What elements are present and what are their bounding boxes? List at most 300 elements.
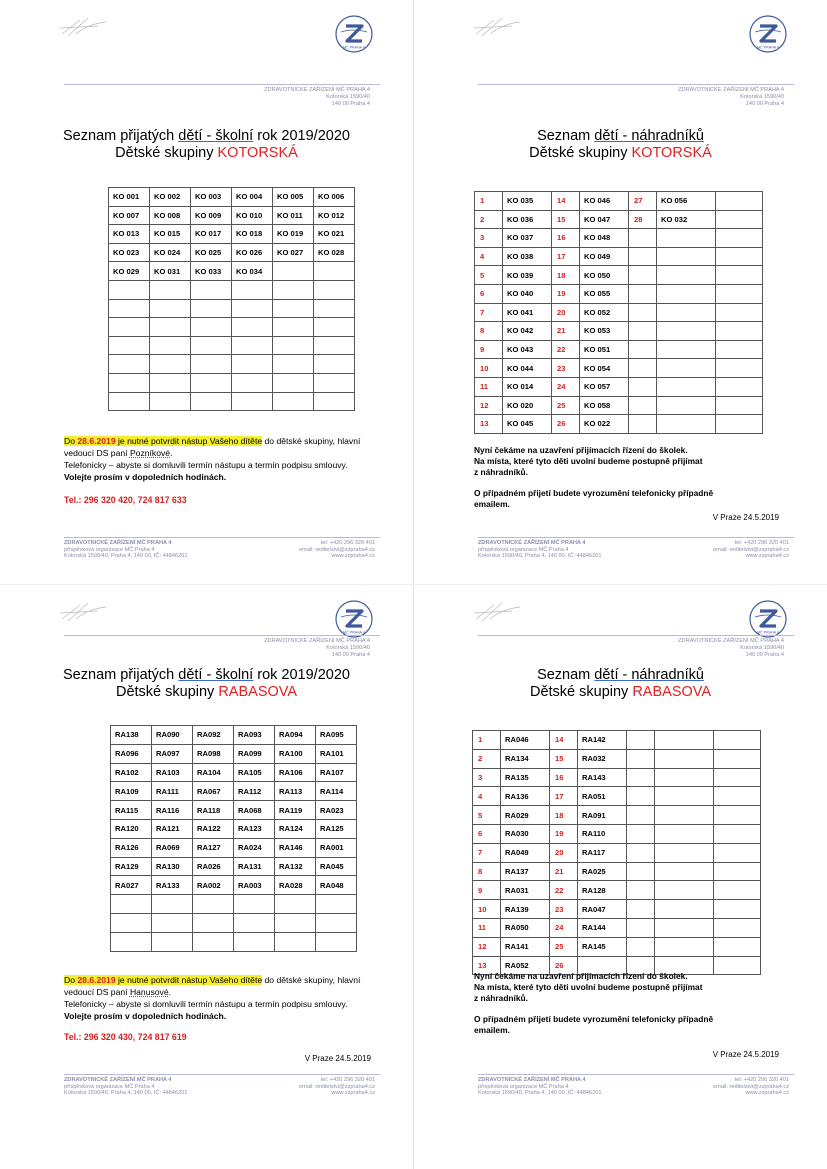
footer-left xyxy=(478,540,601,560)
table-cell: RA051 xyxy=(578,787,627,806)
table-cell xyxy=(655,918,714,937)
wait-line2: Na místa, které tyto děti uvolní budeme postupně přijímat xyxy=(474,982,703,992)
footer-line2: příspěvková organizace MČ Praha 4 xyxy=(64,1083,155,1090)
table-cell xyxy=(191,336,232,355)
logo-text: MČ PRAHA 4 xyxy=(343,45,365,50)
letterhead-address xyxy=(264,87,370,108)
table-row xyxy=(475,396,763,415)
table-cell: 7 xyxy=(473,843,501,862)
table-cell: KO 008 xyxy=(150,206,191,225)
table-cell xyxy=(657,415,716,434)
group-name: RABASOVA xyxy=(632,684,712,700)
notice-text xyxy=(64,974,364,1022)
table-row xyxy=(475,359,763,378)
footer-email: email: reditelstvi@zzpraha4.cz xyxy=(713,1083,789,1090)
table-cell: RA109 xyxy=(111,782,152,801)
table-cell xyxy=(629,284,657,303)
notice-text xyxy=(64,435,364,483)
table-cell xyxy=(655,768,714,787)
table-cell: KO 015 xyxy=(150,225,191,244)
table-cell: 13 xyxy=(475,415,503,434)
notice-t3: do dětské skupiny, hlavní vedoucí DS paní xyxy=(64,436,361,458)
footer-right xyxy=(713,540,789,560)
table-cell: RA132 xyxy=(275,857,316,876)
table-cell: 19 xyxy=(550,824,578,843)
table-cell xyxy=(657,322,716,341)
notice-do: Do xyxy=(64,436,78,446)
table-cell: KO 035 xyxy=(503,192,552,211)
table-cell xyxy=(232,355,273,374)
table-cell: RA128 xyxy=(578,881,627,900)
footer-rule xyxy=(478,537,794,538)
table-row xyxy=(111,726,357,745)
table-cell xyxy=(714,768,761,787)
table-cell xyxy=(273,262,314,281)
table-cell xyxy=(275,913,316,932)
table-cell: RA138 xyxy=(111,726,152,745)
table-cell: RA094 xyxy=(275,726,316,745)
table-cell xyxy=(232,318,273,337)
table-cell: KO 052 xyxy=(580,303,629,322)
footer-line3: Kotorská 1590/40, Praha 4, 140 00, IČ: 44846201 xyxy=(64,1090,188,1097)
table-cell: RA127 xyxy=(193,838,234,857)
table-cell xyxy=(152,932,193,951)
table-cell: RA103 xyxy=(152,763,193,782)
footer-web: www.zzpraha4.cz xyxy=(745,553,789,560)
table-row xyxy=(109,188,355,207)
header-rule xyxy=(478,84,794,85)
table-cell: 20 xyxy=(552,303,580,322)
table-cell xyxy=(716,266,763,285)
table-cell: RA110 xyxy=(578,824,627,843)
table-cell xyxy=(627,824,655,843)
title-underlined: dětí - školní xyxy=(178,667,254,683)
letterhead-address xyxy=(264,638,370,659)
table-cell: KO 004 xyxy=(232,188,273,207)
table-cell xyxy=(150,280,191,299)
table-cell: KO 024 xyxy=(150,243,191,262)
table-cell: RA113 xyxy=(275,782,316,801)
table-cell: 11 xyxy=(475,377,503,396)
table-row xyxy=(109,373,355,392)
table-cell: KO 047 xyxy=(580,210,629,229)
group-name: KOTORSKÁ xyxy=(217,145,298,161)
header-rule xyxy=(64,635,380,636)
table-cell: RA115 xyxy=(111,801,152,820)
table-cell: 20 xyxy=(550,843,578,862)
footer-org: ZDRAVOTNICKÉ ZAŘÍZENÍ MČ PRAHA 4 xyxy=(478,540,586,546)
table-cell: KO 017 xyxy=(191,225,232,244)
table-cell: KO 022 xyxy=(580,415,629,434)
table-cell: KO 020 xyxy=(503,396,552,415)
substitutes-table xyxy=(472,730,761,975)
substitutes-table xyxy=(474,191,763,434)
table-cell xyxy=(111,932,152,951)
table-cell xyxy=(655,824,714,843)
table-cell xyxy=(657,266,716,285)
table-cell xyxy=(316,913,357,932)
table-cell: RA129 xyxy=(111,857,152,876)
table-cell xyxy=(714,824,761,843)
table-cell: KO 033 xyxy=(191,262,232,281)
table-cell: KO 019 xyxy=(273,225,314,244)
table-cell: RA107 xyxy=(316,763,357,782)
footer-line3: Kotorská 1590/40, Praha 4, 140 00, IČ: 44846201 xyxy=(478,1090,602,1097)
table-cell: 25 xyxy=(552,396,580,415)
table-cell xyxy=(657,396,716,415)
table-cell xyxy=(627,806,655,825)
table-cell xyxy=(111,895,152,914)
letterhead-org: ZDRAVOTNICKÉ ZAŘÍZENÍ MČ PRAHA 4 xyxy=(678,87,784,93)
table-cell: KO 041 xyxy=(503,303,552,322)
signature-mark xyxy=(58,599,114,623)
table-cell: KO 055 xyxy=(580,284,629,303)
table-cell: RA002 xyxy=(193,876,234,895)
table-cell xyxy=(627,862,655,881)
table-cell: KO 053 xyxy=(580,322,629,341)
table-cell: 27 xyxy=(629,192,657,211)
letterhead-org: ZDRAVOTNICKÉ ZAŘÍZENÍ MČ PRAHA 4 xyxy=(264,87,370,93)
table-cell: KO 056 xyxy=(657,192,716,211)
table-row xyxy=(475,377,763,396)
table-cell: RA047 xyxy=(578,900,627,919)
table-cell: RA142 xyxy=(578,731,627,750)
footer-rule xyxy=(64,1074,380,1075)
table-cell xyxy=(109,336,150,355)
table-cell: RA145 xyxy=(578,937,627,956)
signature-mark xyxy=(472,599,528,623)
table-cell xyxy=(316,895,357,914)
table-row xyxy=(109,206,355,225)
table-cell xyxy=(314,373,355,392)
footer-right xyxy=(299,540,375,560)
table-cell xyxy=(627,768,655,787)
table-row xyxy=(111,857,357,876)
table-cell: KO 044 xyxy=(503,359,552,378)
table-row xyxy=(111,801,357,820)
table-cell: 19 xyxy=(552,284,580,303)
table-cell: RA003 xyxy=(234,876,275,895)
table-cell: RA141 xyxy=(501,937,550,956)
table-cell xyxy=(655,787,714,806)
table-cell: KO 006 xyxy=(314,188,355,207)
table-row xyxy=(475,415,763,434)
table-cell xyxy=(109,280,150,299)
table-cell xyxy=(716,229,763,248)
table-row xyxy=(473,806,761,825)
table-cell: KO 038 xyxy=(503,247,552,266)
table-cell: RA101 xyxy=(316,744,357,763)
notice-date: 28.6.2019 xyxy=(77,436,116,446)
table-cell xyxy=(657,229,716,248)
footer-web: www.zzpraha4.cz xyxy=(331,1090,375,1097)
table-cell xyxy=(655,937,714,956)
table-cell: RA120 xyxy=(111,819,152,838)
table-cell: 22 xyxy=(550,881,578,900)
logo-text: MČ PRAHA 4 xyxy=(757,45,779,50)
table-cell: KO 058 xyxy=(580,396,629,415)
table-cell: KO 046 xyxy=(580,192,629,211)
table-cell: 15 xyxy=(552,210,580,229)
table-row xyxy=(475,284,763,303)
table-cell xyxy=(273,299,314,318)
table-cell: KO 042 xyxy=(503,322,552,341)
table-cell: 5 xyxy=(475,266,503,285)
table-cell: RA001 xyxy=(316,838,357,857)
notice-t4: . xyxy=(168,987,172,997)
table-cell xyxy=(234,913,275,932)
header-rule xyxy=(64,84,380,85)
notice-line2: Telefonicky – abyste si domluvili termín nástupu a termín podpisu smlouvy. xyxy=(64,999,348,1009)
table-row xyxy=(111,913,357,932)
table-cell: KO 048 xyxy=(580,229,629,248)
table-cell xyxy=(657,377,716,396)
notice-do: Do xyxy=(64,975,78,985)
table-cell: RA031 xyxy=(501,881,550,900)
letterhead-city: 140 00 Praha 4 xyxy=(331,652,370,658)
notice-call: Volejte prosím v dopoledních hodinách. xyxy=(64,472,227,482)
notice-t4: . xyxy=(170,448,173,458)
table-cell: RA095 xyxy=(316,726,357,745)
table-cell: RA028 xyxy=(275,876,316,895)
wait-line5: emailem. xyxy=(474,1025,510,1035)
footer-line3: Kotorská 1590/40, Praha 4, 140 00, IČ: 44846201 xyxy=(478,553,602,560)
table-cell: RA045 xyxy=(316,857,357,876)
notice-line2: Telefonicky – abyste si domluvili termín nástupu a termín podpisu smlouvy. xyxy=(64,460,348,470)
table-cell: KO 050 xyxy=(580,266,629,285)
date-text: V Praze 24.5.2019 xyxy=(712,513,779,522)
table-cell: RA116 xyxy=(152,801,193,820)
footer-email: email: reditelstvi@zzpraha4.cz xyxy=(299,546,375,553)
table-cell xyxy=(657,247,716,266)
table-cell: 28 xyxy=(629,210,657,229)
footer-tel: tel: +420 296 320 401 xyxy=(320,1077,375,1083)
table-cell: RA052 xyxy=(501,956,550,975)
title-pre: Seznam xyxy=(537,128,595,144)
table-row xyxy=(475,303,763,322)
table-cell: 22 xyxy=(552,340,580,359)
table-cell xyxy=(273,373,314,392)
table-cell: 6 xyxy=(473,824,501,843)
table-cell: RA026 xyxy=(193,857,234,876)
wait-line5: emailem. xyxy=(474,499,510,509)
logo-mc-praha4 xyxy=(334,14,374,54)
table-cell: 16 xyxy=(550,768,578,787)
table-cell xyxy=(273,318,314,337)
table-row xyxy=(109,262,355,281)
table-cell xyxy=(657,359,716,378)
title-post: rok 2019/2020 xyxy=(253,667,350,683)
table-cell: 26 xyxy=(552,415,580,434)
logo-mc-praha4 xyxy=(748,599,788,639)
table-cell xyxy=(273,336,314,355)
table-row xyxy=(473,918,761,937)
table-cell: RA049 xyxy=(501,843,550,862)
table-cell xyxy=(657,303,716,322)
table-cell xyxy=(629,396,657,415)
table-cell xyxy=(273,392,314,411)
table-row xyxy=(111,932,357,951)
table-row xyxy=(473,787,761,806)
table-row xyxy=(473,937,761,956)
table-cell: 21 xyxy=(550,862,578,881)
table-cell xyxy=(232,373,273,392)
table-cell: RA027 xyxy=(111,876,152,895)
notice-person: Hanusové xyxy=(129,987,169,997)
signature-mark xyxy=(58,14,114,38)
table-cell xyxy=(275,895,316,914)
table-cell: 2 xyxy=(473,749,501,768)
table-cell xyxy=(716,359,763,378)
table-cell xyxy=(191,373,232,392)
footer-org: ZDRAVOTNICKÉ ZAŘÍZENÍ MČ PRAHA 4 xyxy=(478,1077,586,1083)
table-cell xyxy=(655,881,714,900)
wait-line3: z náhradníků. xyxy=(474,993,528,1003)
table-row xyxy=(111,876,357,895)
table-cell xyxy=(716,322,763,341)
letterhead-city: 140 00 Praha 4 xyxy=(745,652,784,658)
table-cell xyxy=(655,900,714,919)
table-cell: RA121 xyxy=(152,819,193,838)
table-cell: KO 001 xyxy=(109,188,150,207)
table-cell: KO 010 xyxy=(232,206,273,225)
table-cell: KO 043 xyxy=(503,340,552,359)
footer-line2: příspěvková organizace MČ Praha 4 xyxy=(478,1083,569,1090)
table-cell xyxy=(657,284,716,303)
table-cell: 4 xyxy=(473,787,501,806)
table-cell xyxy=(655,843,714,862)
table-cell: 1 xyxy=(475,192,503,211)
table-cell: 1 xyxy=(473,731,501,750)
table-cell: RA091 xyxy=(578,806,627,825)
table-cell xyxy=(191,392,232,411)
table-cell xyxy=(314,299,355,318)
table-row xyxy=(475,192,763,211)
wait-line4: O případném přijetí budete vyrozumění telefonicky případně xyxy=(474,1014,714,1024)
table-cell: 16 xyxy=(552,229,580,248)
header-rule xyxy=(478,635,794,636)
table-cell xyxy=(714,731,761,750)
table-cell: KO 032 xyxy=(657,210,716,229)
table-cell xyxy=(109,299,150,318)
table-row xyxy=(111,782,357,801)
table-row xyxy=(475,210,763,229)
table-cell: RA135 xyxy=(501,768,550,787)
table-cell xyxy=(714,900,761,919)
waiting-text xyxy=(474,971,794,1036)
table-cell xyxy=(111,913,152,932)
table-cell xyxy=(232,392,273,411)
table-cell xyxy=(627,918,655,937)
footer-tel: tel: +420 296 320 401 xyxy=(320,540,375,546)
table-cell: RA111 xyxy=(152,782,193,801)
table-cell: RA030 xyxy=(501,824,550,843)
table-row xyxy=(475,247,763,266)
table-cell xyxy=(629,247,657,266)
table-cell xyxy=(150,355,191,374)
title-pre: Seznam přijatých xyxy=(63,128,179,144)
table-cell xyxy=(714,862,761,881)
table-cell: RA117 xyxy=(578,843,627,862)
wait-line3: z náhradníků. xyxy=(474,467,528,477)
table-cell: RA046 xyxy=(501,731,550,750)
table-cell: KO 051 xyxy=(580,340,629,359)
date-text: V Praze 24.5.2019 xyxy=(712,1050,779,1059)
table-cell xyxy=(629,359,657,378)
table-cell xyxy=(627,749,655,768)
letterhead-street: Kotorská 1590/40 xyxy=(326,94,370,100)
table-row xyxy=(473,768,761,787)
table-cell xyxy=(627,731,655,750)
table-cell xyxy=(193,895,234,914)
table-cell: RA093 xyxy=(234,726,275,745)
table-cell xyxy=(150,299,191,318)
table-cell xyxy=(716,210,763,229)
table-cell xyxy=(150,318,191,337)
footer-left xyxy=(478,1077,601,1097)
table-cell xyxy=(316,932,357,951)
table-cell: 26 xyxy=(550,956,578,975)
table-cell: KO 040 xyxy=(503,284,552,303)
table-cell: KO 021 xyxy=(314,225,355,244)
table-cell: RA105 xyxy=(234,763,275,782)
table-cell: RA123 xyxy=(234,819,275,838)
table-cell xyxy=(629,377,657,396)
table-cell: KO 049 xyxy=(580,247,629,266)
table-cell: RA122 xyxy=(193,819,234,838)
table-cell xyxy=(314,280,355,299)
letterhead-org: ZDRAVOTNICKÉ ZAŘÍZENÍ MČ PRAHA 4 xyxy=(678,638,784,644)
notice-t2: Vašeho dítěte xyxy=(209,436,263,446)
table-cell xyxy=(655,731,714,750)
table-cell xyxy=(314,318,355,337)
table-cell xyxy=(234,895,275,914)
table-cell: RA100 xyxy=(275,744,316,763)
table-cell xyxy=(314,355,355,374)
table-row xyxy=(473,900,761,919)
table-cell xyxy=(150,373,191,392)
table-cell xyxy=(714,843,761,862)
table-cell: 8 xyxy=(473,862,501,881)
notice-person: Pozníkové xyxy=(129,448,171,458)
footer-rule xyxy=(478,1074,794,1075)
table-cell: 15 xyxy=(550,749,578,768)
table-cell: KO 039 xyxy=(503,266,552,285)
table-cell: 10 xyxy=(475,359,503,378)
table-cell xyxy=(627,787,655,806)
table-cell: KO 003 xyxy=(191,188,232,207)
table-cell: KO 002 xyxy=(150,188,191,207)
table-cell xyxy=(714,937,761,956)
table-cell xyxy=(193,932,234,951)
table-cell: KO 009 xyxy=(191,206,232,225)
table-cell xyxy=(152,895,193,914)
phone-numbers: Tel.: 296 320 420, 724 817 633 xyxy=(64,495,187,505)
table-cell: RA126 xyxy=(111,838,152,857)
table-cell: RA068 xyxy=(234,801,275,820)
table-cell: KO 013 xyxy=(109,225,150,244)
table-cell: 14 xyxy=(550,731,578,750)
table-cell: RA069 xyxy=(152,838,193,857)
letterhead-address xyxy=(678,87,784,108)
footer-right xyxy=(713,1077,789,1097)
table-row xyxy=(109,355,355,374)
table-cell: 18 xyxy=(550,806,578,825)
table-cell xyxy=(109,318,150,337)
table-cell xyxy=(627,900,655,919)
table-cell: 18 xyxy=(552,266,580,285)
table-cell: RA092 xyxy=(193,726,234,745)
